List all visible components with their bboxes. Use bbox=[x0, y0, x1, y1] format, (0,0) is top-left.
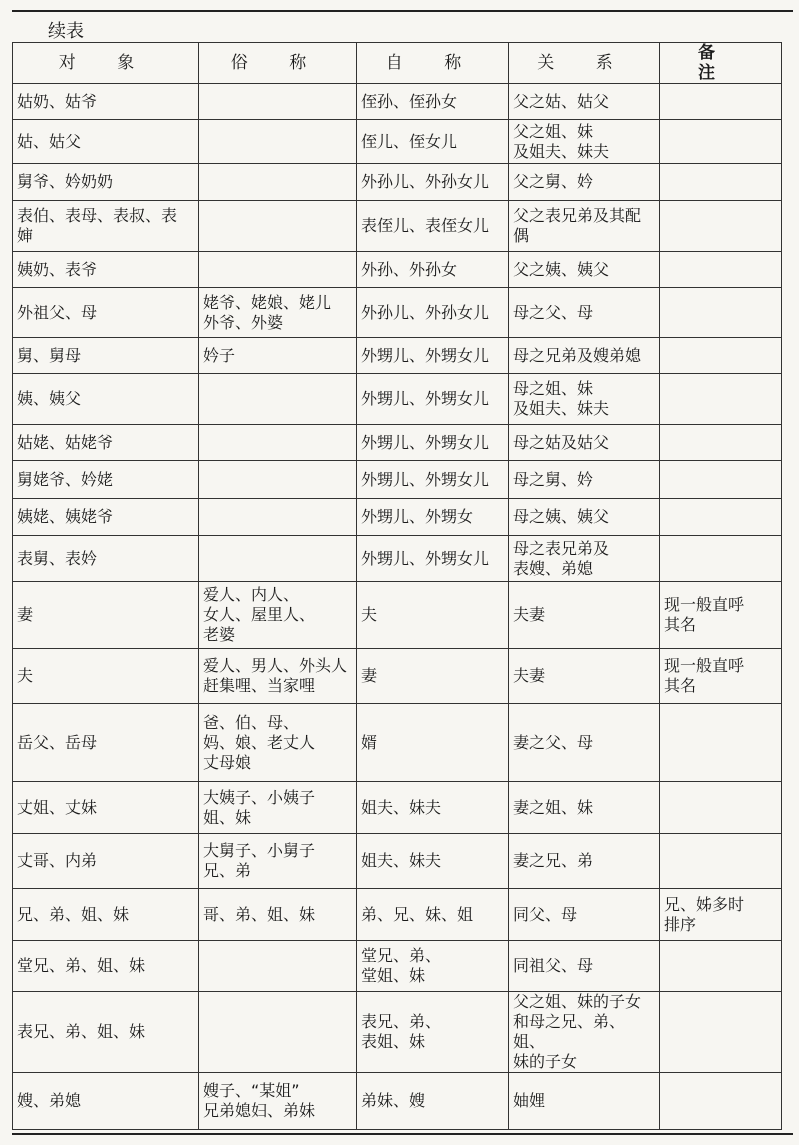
cell-self-name: 外孙儿、外孙女儿 bbox=[357, 288, 509, 338]
cell-self-name: 侄孙、侄孙女 bbox=[357, 84, 509, 120]
table-row bbox=[13, 201, 782, 252]
cell-notes bbox=[660, 288, 782, 338]
cell-relation: 父之姨、姨父 bbox=[509, 252, 660, 288]
table-row bbox=[13, 536, 782, 582]
cell-self-name: 弟、兄、妹、姐 bbox=[357, 889, 509, 941]
cell-relation: 夫妻 bbox=[509, 649, 660, 704]
cell-relation: 母之父、母 bbox=[509, 288, 660, 338]
cell-self-name: 外孙、外孙女 bbox=[357, 252, 509, 288]
cell-relation: 父之姑、姑父 bbox=[509, 84, 660, 120]
cell-common-name: 大姨子、小姨子 姐、妹 bbox=[199, 782, 357, 834]
cell-relation: 母之表兄弟及 表嫂、弟媳 bbox=[509, 536, 660, 582]
cell-notes bbox=[660, 120, 782, 164]
cell-object: 姨、姨父 bbox=[13, 374, 199, 425]
cell-self-name: 婿 bbox=[357, 704, 509, 782]
kinship-table bbox=[12, 42, 782, 1130]
cell-relation: 母之舅、妗 bbox=[509, 461, 660, 499]
cell-common-name: 爱人、男人、外头人 赶集哩、当家哩 bbox=[199, 649, 357, 704]
cell-common-name: 妗子 bbox=[199, 338, 357, 374]
table-row bbox=[13, 461, 782, 499]
cell-self-name: 外甥儿、外甥女 bbox=[357, 499, 509, 536]
cell-common-name bbox=[199, 84, 357, 120]
table-row bbox=[13, 252, 782, 288]
cell-notes: 现一般直呼 其名 bbox=[660, 582, 782, 649]
table-row bbox=[13, 834, 782, 889]
cell-common-name bbox=[199, 461, 357, 499]
cell-object: 舅爷、妗奶奶 bbox=[13, 164, 199, 201]
cell-object: 兄、弟、姐、妹 bbox=[13, 889, 199, 941]
table-row bbox=[13, 425, 782, 461]
table-row bbox=[13, 582, 782, 649]
cell-notes: 现一般直呼 其名 bbox=[660, 649, 782, 704]
cell-notes bbox=[660, 499, 782, 536]
cell-self-name: 姐夫、妹夫 bbox=[357, 782, 509, 834]
cell-relation: 妻之父、母 bbox=[509, 704, 660, 782]
table-row bbox=[13, 992, 782, 1073]
cell-common-name: 哥、弟、姐、妹 bbox=[199, 889, 357, 941]
cell-common-name bbox=[199, 201, 357, 252]
cell-object: 夫 bbox=[13, 649, 199, 704]
cell-self-name: 弟妹、嫂 bbox=[357, 1073, 509, 1130]
table-row bbox=[13, 374, 782, 425]
cell-object: 舅姥爷、妗姥 bbox=[13, 461, 199, 499]
cell-common-name bbox=[199, 536, 357, 582]
bottom-rule bbox=[12, 1133, 793, 1135]
cell-common-name bbox=[199, 252, 357, 288]
table-row bbox=[13, 889, 782, 941]
cell-common-name: 爸、伯、母、 妈、娘、老丈人 丈母娘 bbox=[199, 704, 357, 782]
table-row bbox=[13, 288, 782, 338]
cell-self-name: 夫 bbox=[357, 582, 509, 649]
table-row bbox=[13, 120, 782, 164]
cell-object: 舅、舅母 bbox=[13, 338, 199, 374]
cell-object: 姑姥、姑姥爷 bbox=[13, 425, 199, 461]
cell-self-name: 侄儿、侄女儿 bbox=[357, 120, 509, 164]
cell-notes bbox=[660, 201, 782, 252]
cell-object: 姑、姑父 bbox=[13, 120, 199, 164]
cell-self-name: 表兄、弟、 表姐、妹 bbox=[357, 992, 509, 1073]
cell-self-name: 堂兄、弟、 堂姐、妹 bbox=[357, 941, 509, 992]
cell-object: 表伯、表母、表叔、表 婶 bbox=[13, 201, 199, 252]
cell-object: 丈哥、内弟 bbox=[13, 834, 199, 889]
header-notes: 备 注 bbox=[660, 43, 782, 84]
cell-relation: 父之表兄弟及其配 偶 bbox=[509, 201, 660, 252]
cell-object: 姨奶、表爷 bbox=[13, 252, 199, 288]
table-row bbox=[13, 499, 782, 536]
table-row bbox=[13, 1073, 782, 1130]
cell-self-name: 姐夫、妹夫 bbox=[357, 834, 509, 889]
table-row bbox=[13, 941, 782, 992]
header-relation: 关 系 bbox=[509, 43, 660, 84]
cell-common-name bbox=[199, 120, 357, 164]
cell-notes bbox=[660, 252, 782, 288]
cell-notes bbox=[660, 941, 782, 992]
cell-relation: 父之姐、妹的子女 和母之兄、弟、姐、 妹的子女 bbox=[509, 992, 660, 1073]
table-row bbox=[13, 164, 782, 201]
cell-common-name bbox=[199, 425, 357, 461]
cell-relation: 母之姑及姑父 bbox=[509, 425, 660, 461]
cell-object: 姑奶、姑爷 bbox=[13, 84, 199, 120]
cell-notes bbox=[660, 536, 782, 582]
cell-notes bbox=[660, 461, 782, 499]
cell-common-name: 大舅子、小舅子 兄、弟 bbox=[199, 834, 357, 889]
cell-self-name: 外孙儿、外孙女儿 bbox=[357, 164, 509, 201]
cell-notes bbox=[660, 84, 782, 120]
cell-self-name: 外甥儿、外甥女儿 bbox=[357, 374, 509, 425]
cell-self-name: 表侄儿、表侄女儿 bbox=[357, 201, 509, 252]
cell-common-name: 姥爷、姥娘、姥儿 外爷、外婆 bbox=[199, 288, 357, 338]
header-self-name: 自 称 bbox=[357, 43, 509, 84]
cell-notes bbox=[660, 374, 782, 425]
cell-relation: 妻之兄、弟 bbox=[509, 834, 660, 889]
cell-common-name: 爱人、内人、 女人、屋里人、 老婆 bbox=[199, 582, 357, 649]
cell-notes bbox=[660, 992, 782, 1073]
cell-object: 嫂、弟媳 bbox=[13, 1073, 199, 1130]
cell-relation: 夫妻 bbox=[509, 582, 660, 649]
table-row bbox=[13, 338, 782, 374]
cell-self-name: 外甥儿、外甥女儿 bbox=[357, 461, 509, 499]
cell-object: 姨姥、姨姥爷 bbox=[13, 499, 199, 536]
cell-object: 堂兄、弟、姐、妹 bbox=[13, 941, 199, 992]
cell-common-name: 嫂子、“某姐” 兄弟媳妇、弟妹 bbox=[199, 1073, 357, 1130]
cell-self-name: 外甥儿、外甥女儿 bbox=[357, 536, 509, 582]
cell-relation: 母之姨、姨父 bbox=[509, 499, 660, 536]
table-caption: 续表 bbox=[48, 21, 84, 42]
cell-relation: 同父、母 bbox=[509, 889, 660, 941]
cell-common-name bbox=[199, 941, 357, 992]
cell-notes bbox=[660, 425, 782, 461]
cell-self-name: 外甥儿、外甥女儿 bbox=[357, 425, 509, 461]
header-row bbox=[13, 43, 782, 84]
cell-self-name: 妻 bbox=[357, 649, 509, 704]
cell-object: 岳父、岳母 bbox=[13, 704, 199, 782]
cell-relation: 母之姐、妹 及姐夫、妹夫 bbox=[509, 374, 660, 425]
table-row bbox=[13, 782, 782, 834]
header-object: 对 象 bbox=[13, 43, 199, 84]
cell-common-name bbox=[199, 499, 357, 536]
table-row bbox=[13, 84, 782, 120]
cell-notes bbox=[660, 782, 782, 834]
table-row bbox=[13, 704, 782, 782]
cell-notes bbox=[660, 834, 782, 889]
cell-common-name bbox=[199, 374, 357, 425]
cell-relation: 妯娌 bbox=[509, 1073, 660, 1130]
cell-common-name bbox=[199, 992, 357, 1073]
cell-object: 表兄、弟、姐、妹 bbox=[13, 992, 199, 1073]
cell-object: 丈姐、丈妹 bbox=[13, 782, 199, 834]
cell-relation: 母之兄弟及嫂弟媳 bbox=[509, 338, 660, 374]
cell-object: 表舅、表妗 bbox=[13, 536, 199, 582]
cell-relation: 父之姐、妹 及姐夫、妹夫 bbox=[509, 120, 660, 164]
cell-relation: 父之舅、妗 bbox=[509, 164, 660, 201]
cell-notes bbox=[660, 1073, 782, 1130]
cell-self-name: 外甥儿、外甥女儿 bbox=[357, 338, 509, 374]
cell-relation: 同祖父、母 bbox=[509, 941, 660, 992]
cell-relation: 妻之姐、妹 bbox=[509, 782, 660, 834]
cell-notes bbox=[660, 704, 782, 782]
cell-common-name bbox=[199, 164, 357, 201]
cell-notes: 兄、姊多时 排序 bbox=[660, 889, 782, 941]
top-rule bbox=[12, 10, 793, 12]
cell-notes bbox=[660, 338, 782, 374]
cell-notes bbox=[660, 164, 782, 201]
cell-object: 妻 bbox=[13, 582, 199, 649]
header-common-name: 俗 称 bbox=[199, 43, 357, 84]
table-row bbox=[13, 649, 782, 704]
cell-object: 外祖父、母 bbox=[13, 288, 199, 338]
